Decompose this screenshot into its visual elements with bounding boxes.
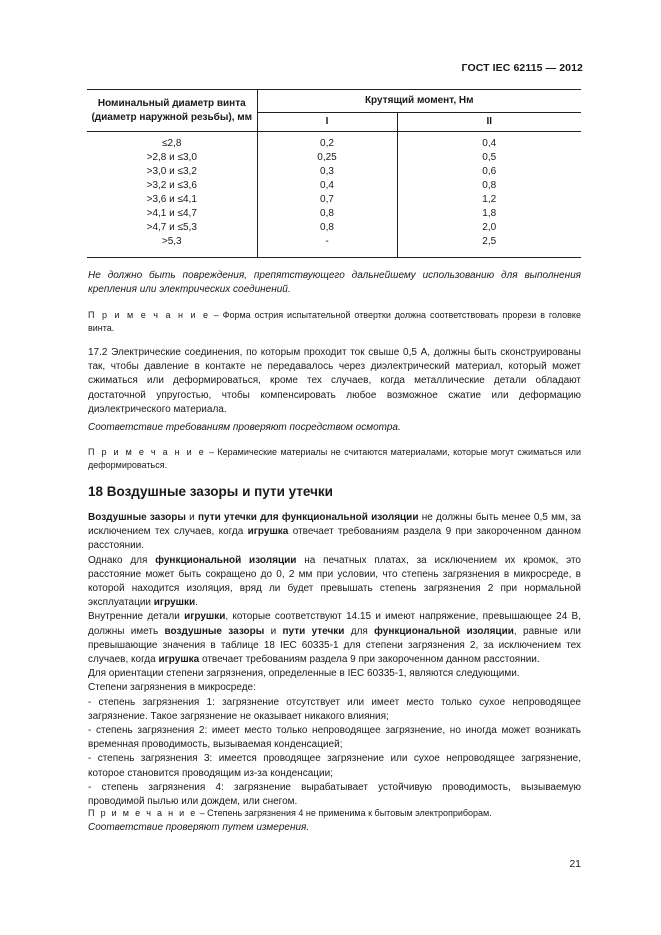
diameter-cell: >4,7 и ≤5,3 — [87, 221, 257, 235]
diameter-cell: >4,1 и ≤4,7 — [87, 207, 257, 221]
torque-II-cell: 2,0 — [482, 222, 497, 233]
table-row — [87, 151, 581, 165]
note-label: П р и м е ч а н и е — [88, 310, 210, 320]
table-row — [87, 235, 581, 258]
torque-II-cell: 2,5 — [397, 235, 581, 258]
header-screw-diameter — [87, 90, 257, 132]
torque-I-cell: 0,4 — [257, 179, 397, 193]
diameter-cell: >3,0 и ≤3,2 — [87, 165, 257, 179]
diameter-cell: >2,8 и ≤3,0 — [87, 151, 257, 165]
torque-I-cell: 0,7 — [257, 193, 397, 207]
table-row — [87, 221, 581, 235]
torque-II-cell: 0,4 — [482, 138, 497, 149]
torque-I-cell: 0,2 — [257, 132, 397, 152]
note-ceramic — [88, 446, 581, 471]
paragraph-no-damage: Не должно быть повреждения, препятствующего дальнейшему использованию для выполнения крепления или электрических соединений. — [88, 270, 581, 296]
note-degree-4 — [88, 807, 581, 820]
note-text: – Керамические материалы не считаются материалами, которые могут сжиматься или деформироваться. — [88, 447, 581, 470]
paragraph-17-2: 17.2 Электрические соединения, по которым проходит ток свыше 0,5 А, должны быть сконструированы так, чтобы давление в контакте не передавалось через диэлектрический материал, который может сжиматься или деформироваться, кроме тех случаев, когда металлические детали обладают достаточной упругостью, чтобы компенсировать любое возможное сжатие или деформацию диэлектрического материала. — [88, 347, 581, 415]
torque-I-cell: 0,25 — [257, 151, 397, 165]
torque-I-cell: 0,3 — [257, 165, 397, 179]
torque-I-cell: 0,8 — [257, 221, 397, 235]
section-18-body — [88, 511, 581, 809]
torque-table-body — [87, 132, 581, 258]
paragraph-compliance-measurement: Соответствие проверяют путем измерения. — [88, 822, 310, 833]
torque-II-cell: 0,8 — [482, 180, 497, 191]
note-label: П р и м е ч а н и е — [88, 808, 198, 818]
header-screw-diameter-line1: Номинальный диаметр винта — [97, 97, 246, 109]
diameter-cell: >3,6 и ≤4,1 — [87, 193, 257, 207]
torque-II-cell: 0,5 — [482, 152, 497, 163]
section-18-heading: 18 Воздушные зазоры и пути утечки — [88, 484, 333, 499]
pollution-degree-4: - степень загрязнения 4: загрязнение вырабатывает устойчивую проводимость, вызываемую проводимой пылью или дождем, или снегом. — [88, 781, 581, 808]
torque-II-cell: 1,2 — [482, 194, 497, 205]
pollution-degree-1: - степень загрязнения 1: загрязнение отсутствует или имеет место только сухое непроводящее загрязнение. Такое загрязнение не оказывает никакого влияния; — [88, 696, 581, 722]
header-torque: Крутящий момент, Нм — [257, 90, 581, 113]
note-label: П р и м е ч а н и е — [88, 447, 206, 457]
torque-I-cell: - — [257, 235, 397, 258]
table-row — [87, 132, 581, 152]
document-code: ГОСТ IEC 62115 — 2012 — [461, 62, 583, 74]
torque-I-cell: 0,8 — [257, 207, 397, 221]
header-col-II: II — [397, 113, 581, 132]
header-screw-diameter-line2: (диаметр наружной резьбы), мм — [91, 111, 253, 123]
note-text: – Форма острия испытательной отвертки должна соответствовать прорези в головке винта. — [88, 310, 581, 333]
note-screwdriver — [88, 309, 581, 334]
page-number: 21 — [569, 858, 581, 870]
paragraph-clearances: Воздушные зазоры и пути утечки для функциональной изоляции не должны быть менее 0,5 мм, за исключением тех случаев, когда игрушка отвечает требованиям раздела 9 при закороченном данном расстоянии. — [88, 512, 581, 552]
pollution-degree-3: - степень загрязнения 3: имеется проводящее загрязнение или сухое непроводящее загрязнение, которое становится проводящим из-за конденсации; — [88, 753, 581, 779]
paragraph-pollution-orientation: Для ориентации степени загрязнения, определенные в IEC 60335-1, являются следующими. — [88, 668, 520, 680]
note-text: – Степень загрязнения 4 не применима к бытовым электроприборам. — [197, 808, 492, 818]
paragraph-internal-parts: Внутренние детали игрушки, которые соответствуют 14.15 и имеют напряжение, превышающее 24 В, должны иметь воздушные зазоры и пути утечки для функциональной изоляции, равные или превышающие значения в таблице 18 IEC 60335-1 для степени загрязнения 2, за исключением тех случаев, когда игрушка отвечает требованиям раздела 9 при закороченном данном расстоянии. — [88, 611, 581, 666]
table-row — [87, 193, 581, 207]
paragraph-compliance-inspection: Соответствие требованиям проверяют посредством осмотра. — [88, 422, 401, 433]
torque-II-cell: 0,6 — [482, 166, 497, 177]
torque-II-cell: 1,8 — [482, 208, 497, 219]
table-row — [87, 207, 581, 221]
diameter-cell: >3,2 и ≤3,6 — [87, 179, 257, 193]
header-col-I: I — [257, 113, 397, 132]
pollution-degree-2: - степень загрязнения 2: имеет место только непроводящее загрязнение, но иногда может возникать временная проводимость, вызываемая конденсацией; — [88, 725, 581, 751]
diameter-cell: >5,3 — [87, 235, 257, 258]
diameter-cell: ≤2,8 — [87, 132, 257, 152]
paragraph-printed-boards: Однако для функциональной изоляции на печатных платах, за исключением их кромок, это расстояние может быть сокращено до 0, 2 мм при условии, что степень загрязнения в микросреде, в которой находится изоляция, вряд ли будет превышать степень загрязнения 2 при нормальной эксплуатации игрушки. — [88, 554, 581, 609]
table-row — [87, 165, 581, 179]
torque-table — [87, 89, 581, 258]
paragraph-pollution-degrees: Степени загрязнения в микросреде: — [88, 682, 256, 694]
table-row — [87, 179, 581, 193]
